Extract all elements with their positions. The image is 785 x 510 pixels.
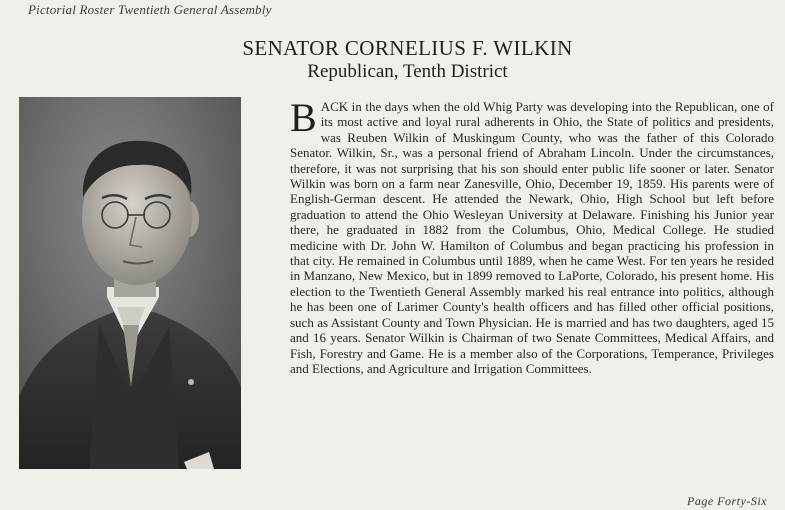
biography-body: ACK in the days when the old Whig Party was developing into the Republican, one of its most active and loyal rural adherents in Ohio, the State of politics and presidents, was Reuben Wilkin of Muskingum County, who was the father of this Colorado Senator. Wilkin, Sr., was a personal friend of Abraham Lincoln. Under the circumstances, therefore, it was not surprising that his son should enter public life sooner or later. Senator Wilkin was born on a farm near Zanesville, Ohio, December 19, 1859. His parents were of English-German descent. He attended the Newark, Ohio, High School but left before graduation to attend the Ohio Wesleyan University at Delaware. Finishing his Junior year there, he graduated in 1882 from the Columbus, Ohio, Medical College. He studied medicine with Dr. John W. Hamilton of Columbus and began practicing his profession in that city. He remained in Columbus until 1889, when he came West. For ten years he resided in Manzano, New Mexico, but in 1899 removed to LaPorte, Colorado, his present home. His election to the Twentieth General Assembly marked his real entrance into politics, although he has been one of Larimer County's health officers and has filled other official positions, such as Assistant County and Town Physician. He is married and has two daughters, aged 15 and 16 years. Senator Wilkin is Chairman of two Senate Committees, Medical Affairs, and Fish, Forestry and Game. He is a member also of the Corporations, Temperance, Privileges and Elections, and Agriculture and Irrigation Committees. (290, 99, 774, 376)
page-number: Page Forty-Six (687, 494, 767, 508)
drop-cap-initial: B (290, 95, 317, 140)
running-head: Pictorial Roster Twentieth General Assembly (28, 2, 272, 17)
senator-portrait-photo (19, 97, 241, 469)
page-title: SENATOR CORNELIUS F. WILKIN (242, 36, 573, 60)
biography-text (290, 95, 774, 376)
page-subtitle: Republican, Tenth District (307, 61, 508, 82)
